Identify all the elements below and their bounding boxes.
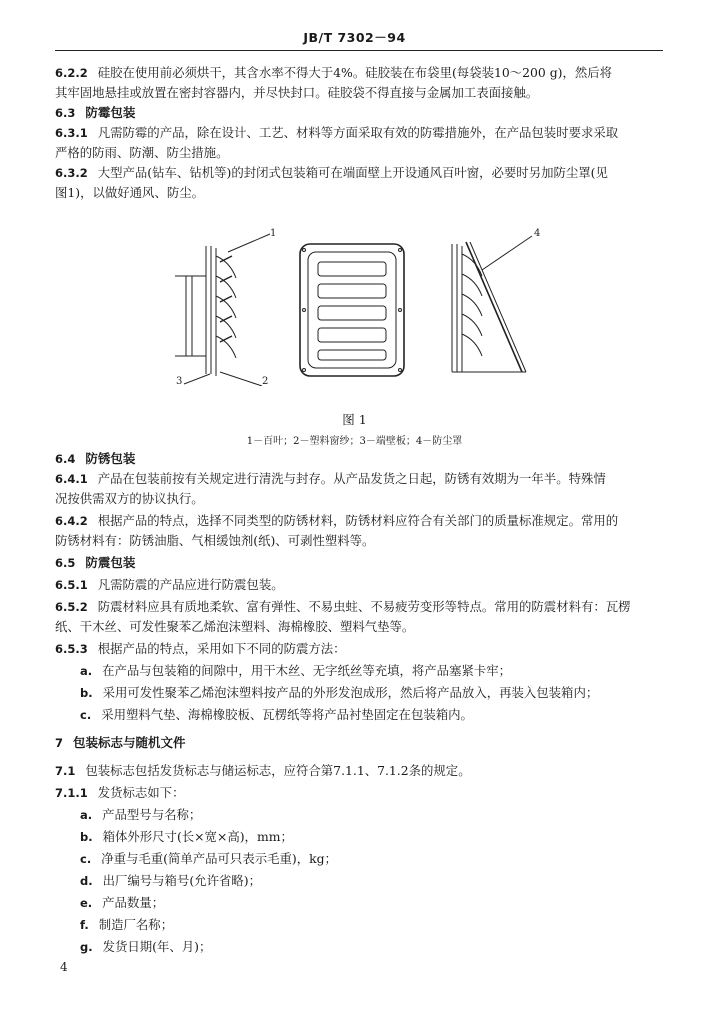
list-item xyxy=(80,684,690,702)
list-marker: b. xyxy=(80,686,93,700)
list-item-text: 箱体外形尺寸(长×宽×高)，mm； xyxy=(102,829,293,844)
clause-number: 7.1 xyxy=(55,764,76,778)
chapter-title: 包装标志与随机文件 xyxy=(73,735,186,750)
chapter-heading xyxy=(55,734,665,752)
list-item xyxy=(80,706,690,724)
paragraph-line xyxy=(55,598,665,616)
chapter-number: 7 xyxy=(55,736,64,750)
clause-text: 况按供需双方的协议执行。 xyxy=(55,491,204,506)
clause-number: 6.4.1 xyxy=(55,472,88,486)
paragraph-line xyxy=(55,164,665,182)
clause-number: 7.1.1 xyxy=(55,786,88,800)
list-marker: g. xyxy=(80,940,93,954)
list-item xyxy=(80,872,690,890)
figure-legend: 1－百叶；2－塑料窗纱；3－端壁板；4－防尘罩 xyxy=(246,436,463,447)
clause-text: 大型产品(钻车、钻机等)的封闭式包装箱可在端面壁上开设通风百叶窗，必要时另加防尘罩(见 xyxy=(97,165,608,180)
paragraph-line xyxy=(55,532,665,550)
clause-text: 包装标志包括发货标志与储运标志，应符合第7.1.1、7.1.2条的规定。 xyxy=(85,763,471,778)
paragraph-line xyxy=(55,490,665,508)
list-item xyxy=(80,938,690,956)
list-marker: f. xyxy=(80,918,89,932)
paragraph-line xyxy=(55,124,665,142)
clause-text: 凡需防霉的产品，除在设计、工艺、材料等方面采取有效的防霉措施外，在产品包装时要求采取 xyxy=(97,125,619,140)
list-item-text: 出厂编号与箱号(允许省略)； xyxy=(102,873,261,888)
figure-caption: 图 1 xyxy=(342,412,367,427)
list-item xyxy=(80,850,690,868)
list-item-text: 产品数量； xyxy=(102,895,165,910)
figure-label-3: 3 xyxy=(176,376,183,386)
clause-text: 图1)，以做好通风、防尘。 xyxy=(55,185,205,200)
section-heading xyxy=(55,450,665,468)
clause-text: 防锈材料有：防锈油脂、气相缓蚀剂(纸)、可剥性塑料等。 xyxy=(55,533,375,548)
paragraph-line xyxy=(55,762,665,780)
list-item-text: 净重与毛重(简单产品可只表示毛重)，kg； xyxy=(101,851,337,866)
clause-text: 纸、干木丝、可发性聚苯乙烯泡沫塑料、海棉橡胶、塑料气垫等。 xyxy=(55,619,415,634)
clause-text: 发货标志如下： xyxy=(97,785,185,800)
figure-label-1: 1 xyxy=(270,228,277,239)
clause-number: 6.4 xyxy=(55,452,76,466)
clause-text: 根据产品的特点，采用如下不同的防震方法： xyxy=(97,641,346,656)
paragraph-line xyxy=(55,64,665,82)
paragraph-line xyxy=(55,144,665,162)
list-item xyxy=(80,916,690,934)
list-marker: b. xyxy=(80,830,93,844)
list-item-text: 产品型号与名称； xyxy=(102,807,202,822)
clause-text: 防震材料应具有质地柔软、富有弹性、不易虫蛀、不易疲劳变形等特点。常用的防震材料有：瓦楞 xyxy=(97,599,631,614)
list-item xyxy=(80,806,690,824)
list-item-text: 采用塑料气垫、海棉橡胶板、瓦楞纸等将产品衬垫固定在包装箱内。 xyxy=(101,707,473,722)
clause-text: 严格的防雨、防潮、防尘措施。 xyxy=(55,145,229,160)
header-rule xyxy=(55,50,663,51)
list-marker: a. xyxy=(80,808,93,822)
list-item-text: 制造厂名称； xyxy=(98,917,174,932)
paragraph-line xyxy=(55,618,665,636)
list-item xyxy=(80,894,690,912)
section-heading xyxy=(55,104,665,122)
figure-label-4: 4 xyxy=(534,228,541,239)
clause-text: 防锈包装 xyxy=(85,451,136,466)
list-item xyxy=(80,662,690,680)
clause-text: 防震包装 xyxy=(85,555,136,570)
list-item-text: 在产品与包装箱的间隙中，用干木丝、无字纸丝等充填，将产品塞紧卡牢； xyxy=(102,663,512,678)
page-number: 4 xyxy=(60,960,68,974)
clause-text: 凡需防震的产品应进行防震包装。 xyxy=(97,577,284,592)
louver-section-left xyxy=(175,234,270,386)
clause-number: 6.3.1 xyxy=(55,126,88,140)
list-item-text: 发货日期(年、月)； xyxy=(102,939,212,954)
paragraph-line xyxy=(55,470,665,488)
clause-number: 6.5.2 xyxy=(55,600,88,614)
paragraph-line xyxy=(55,512,665,530)
clause-number: 6.3.2 xyxy=(55,166,88,180)
clause-number: 6.5.3 xyxy=(55,642,88,656)
clause-number: 6.4.2 xyxy=(55,514,88,528)
list-marker: c. xyxy=(80,708,92,722)
list-marker: c. xyxy=(80,852,92,866)
paragraph-line xyxy=(55,640,665,658)
clause-text: 硅胶在使用前必须烘干，其含水率不得大于4%。硅胶装在布袋里(每袋装10～200 g)，然后将 xyxy=(97,65,613,80)
dust-cover-section xyxy=(452,236,532,372)
section-heading xyxy=(55,554,665,572)
clause-text: 防霉包装 xyxy=(85,105,136,120)
list-item-text: 采用可发性聚苯乙烯泡沫塑料按产品的外形发泡成形，然后将产品放入，再装入包装箱内； xyxy=(102,685,599,700)
list-marker: d. xyxy=(80,874,93,888)
figure-label-2: 2 xyxy=(262,376,269,386)
paragraph-line xyxy=(55,784,665,802)
figure-1-drawing xyxy=(170,226,570,386)
clause-number: 6.5 xyxy=(55,556,76,570)
list-marker: a. xyxy=(80,664,93,678)
paragraph-line xyxy=(55,576,665,594)
paragraph-line xyxy=(55,184,665,202)
clause-text: 其牢固地悬挂或放置在密封容器内，并尽快封口。硅胶袋不得直接与金属加工表面接触。 xyxy=(55,85,539,100)
clause-number: 6.5.1 xyxy=(55,578,88,592)
page-header-code: JB/T 7302－94 xyxy=(303,30,406,45)
clause-number: 6.3 xyxy=(55,106,76,120)
clause-text: 产品在包装前按有关规定进行清洗与封存。从产品发货之日起，防锈有效期为一年半。特殊情 xyxy=(97,471,606,486)
paragraph-line xyxy=(55,84,665,102)
clause-text: 根据产品的特点，选择不同类型的防锈材料，防锈材料应符合有关部门的质量标准规定。常用的 xyxy=(97,513,619,528)
louver-panel-front xyxy=(300,244,404,376)
clause-number: 6.2.2 xyxy=(55,66,88,80)
list-marker: e. xyxy=(80,896,93,910)
list-item xyxy=(80,828,690,846)
